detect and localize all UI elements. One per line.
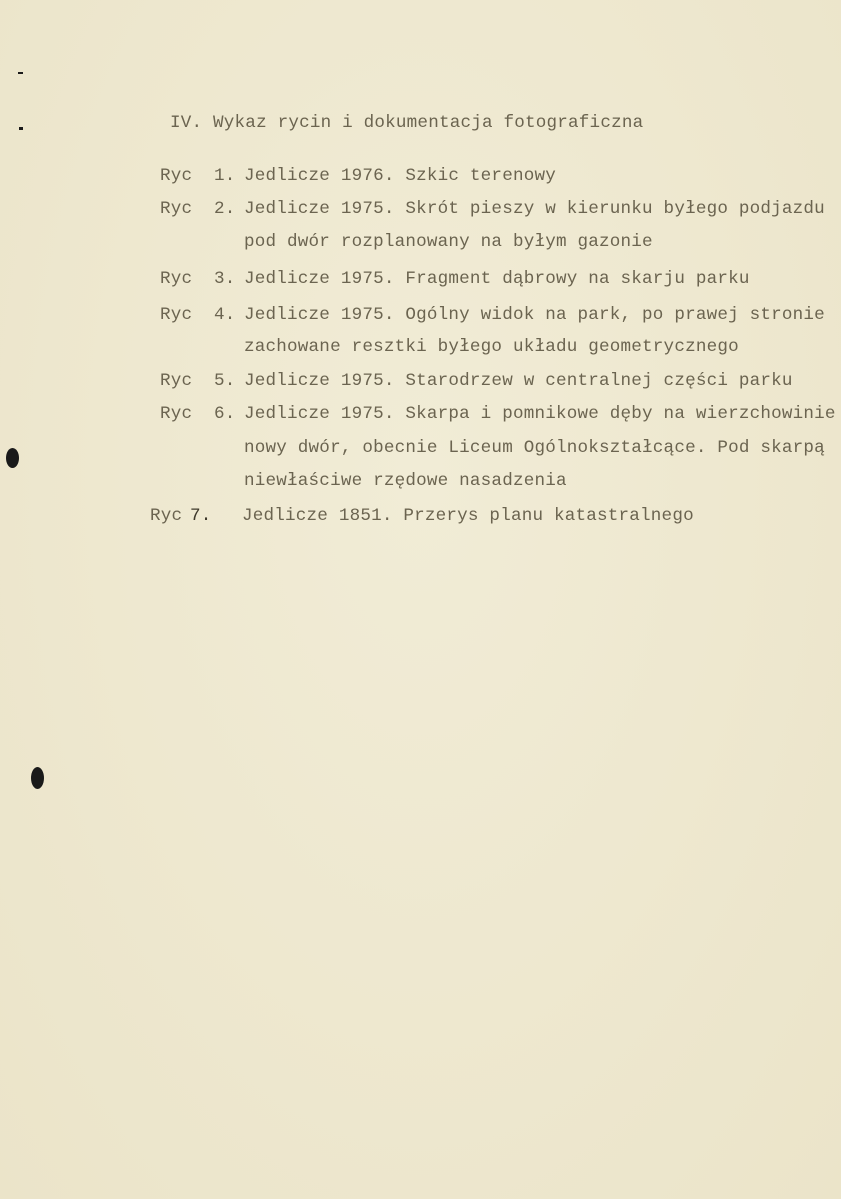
entry-label: Ryc: [160, 305, 193, 325]
figure-entry-7: [0, 486, 694, 546]
entry-label: Ryc: [160, 404, 193, 424]
entry-number: 5.: [214, 371, 236, 391]
entry-text: niewłaściwe rzędowe nasadzenia: [244, 471, 567, 491]
entry-text: Jedlicze 1975. Fragment dąbrowy na skarju parku: [244, 269, 750, 289]
binding-mark: [18, 72, 23, 74]
entry-label: Ryc: [160, 371, 193, 391]
entry-text: Jedlicze 1975. Skrót pieszy w kierunku byłego podjazdu: [244, 199, 825, 219]
entry-label: Ryc: [160, 166, 193, 186]
entry-number: 7.: [190, 506, 212, 526]
entry-label: Ryc: [150, 506, 183, 526]
entry-number: 1.: [214, 166, 236, 186]
entry-text: Jedlicze 1851. Przerys planu katastralnego: [242, 506, 694, 526]
section-heading: IV. Wykaz rycin i dokumentacja fotograficzna: [170, 113, 644, 133]
entry-label: Ryc: [160, 199, 193, 219]
entry-text: Jedlicze 1975. Skarpa i pomnikowe dęby na wierzchowinie: [244, 404, 836, 424]
entry-number: 4.: [214, 305, 236, 325]
entry-text: nowy dwór, obecnie Liceum Ogólnokształcące. Pod skarpą: [244, 438, 825, 458]
entry-number: 3.: [214, 269, 236, 289]
binding-mark: [19, 127, 23, 130]
entry-text: Jedlicze 1975. Ogólny widok na park, po prawej stronie: [244, 305, 825, 325]
entry-label: Ryc: [160, 269, 193, 289]
entry-text: Jedlicze 1975. Starodrzew w centralnej części parku: [244, 371, 793, 391]
entry-text: zachowane resztki byłego układu geometrycznego: [244, 337, 739, 357]
punch-hole-mark: [31, 767, 44, 789]
entry-text: Jedlicze 1976. Szkic terenowy: [244, 166, 556, 186]
entry-number: 6.: [214, 404, 236, 424]
entry-text: pod dwór rozplanowany na byłym gazonie: [244, 232, 653, 252]
entry-number: 2.: [214, 199, 236, 219]
